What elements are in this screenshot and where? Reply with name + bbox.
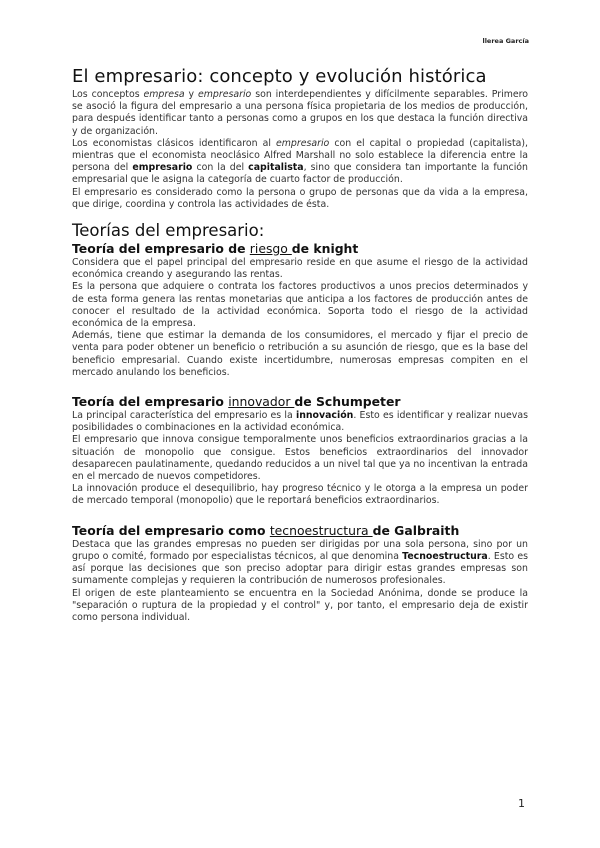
page-number: 1 (518, 797, 525, 810)
document-body (72, 66, 528, 624)
knight-paragraph-2: Es la persona que adquiere o contrata los factores productivos a unos precios determinados y de esta forma genera las rentas monetarias que anticipa a los factores de producción antes de conocer el resultado de la actividad económica. Soporta todo el riesgo de la actividad económica de la empresa. (72, 281, 528, 330)
knight-paragraph-1: Considera que el papel principal del empresario reside en que asume el riesgo de la actividad económica creando y asegurando las rentas. (72, 257, 528, 281)
knight-heading: Teoría del empresario de riesgo de knight (72, 241, 359, 257)
schumpeter-paragraph-1: La principal característica del empresario es la innovación. Esto es identificar y realizar nuevas posibilidades o combinaciones en la actividad económica. (72, 410, 528, 434)
header-author: llerea García (482, 37, 529, 45)
intro-paragraph-3: El empresario es considerado como la persona o grupo de personas que da vida a la empresa, que dirige, coordina y controla las actividades de ésta. (72, 186, 528, 210)
schumpeter-heading: Teoría del empresario innovador de Schumpeter (72, 394, 401, 410)
schumpeter-paragraph-2: El empresario que innova consigue temporalmente unos beneficios extraordinarios gracias a la situación de monopolio que consigue. Estos beneficios extraordinarios del innovador desaparecen paulatinamente, quedando reducidos a un nivel tal que ya no incentivan la entrada en el mercado de nuevos competidores. (72, 434, 528, 483)
theories-heading: Teorías del empresario: (72, 221, 265, 241)
galbraith-paragraph-2: El origen de este planteamiento se encuentra en la Sociedad Anónima, donde se produce la "separación o ruptura de la propiedad y el control" y, por tanto, el empresario deja de existir como persona individual. (72, 587, 528, 623)
knight-paragraph-3: Además, tiene que estimar la demanda de los consumidores, el mercado y fijar el precio de venta para poder obtener un beneficio o retribución a su asunción de riesgo, que es la base del beneficio empresarial. Cuando existe incertidumbre, numerosas empresas compiten en el mercado anulando los beneficios. (72, 330, 528, 378)
galbraith-paragraph-1: Destaca que las grandes empresas no pueden ser dirigidas por una sola persona, sino por un grupo o comité, formado por especialistas técnicos, al que denomina Tecnoestructura. Esto es así porque las decisiones que son preciso adoptar para dirigir estas grandes empresas son sumamente complejas y requieren la contribución de numerosos profesionales. (72, 538, 529, 587)
intro-paragraph-1: Los conceptos empresa y empresario son interdependientes y difícilmente separables. Primero se asoció la figura del empresario a una persona física propietaria de los medios de producción, para después identificar tanto a personas como a grupos en los que destaca la función directiva y de organización. (72, 89, 528, 137)
schumpeter-paragraph-3: La innovación produce el desequilibrio, hay progreso técnico y le otorga a la empresa un poder de mercado temporal (monopolio) que le reportará beneficios extraordinarios. (72, 483, 528, 507)
galbraith-heading: Teoría del empresario como tecnoestructura de Galbraith (72, 522, 460, 538)
page-title: El empresario: concepto y evolución histórica (72, 66, 487, 87)
intro-paragraph-2: Los economistas clásicos identificaron al empresario con el capital o propiedad (capitalista), mientras que el economista neoclásico Alfred Marshall no solo establece la diferencia entre la persona del empresario con la del capitalista, sino que considera tan importante la función empresarial que le asigna la categoría de cuarto factor de producción. (72, 137, 528, 186)
